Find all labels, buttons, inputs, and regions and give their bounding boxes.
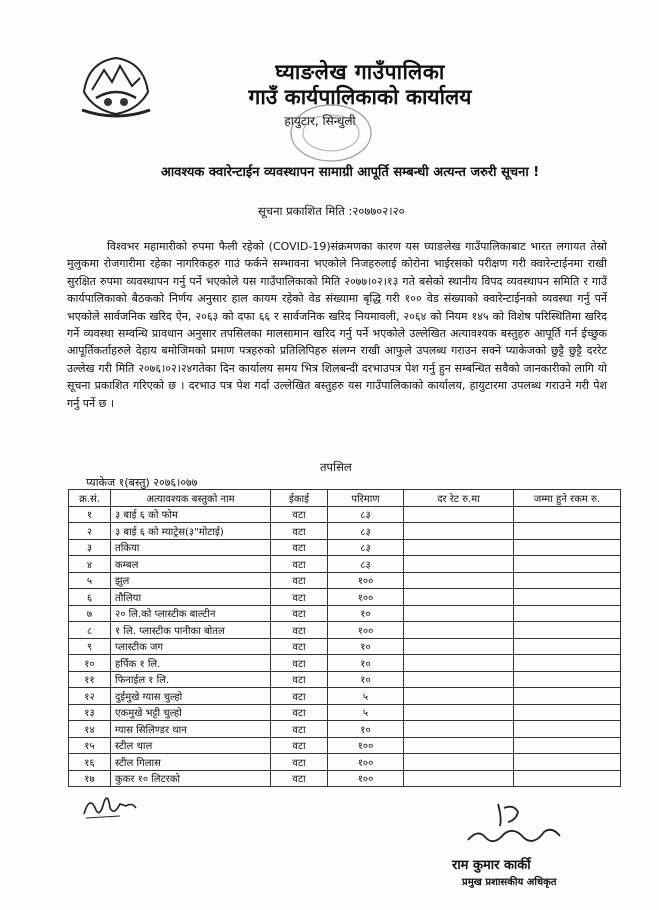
row-rate <box>404 523 514 540</box>
row-serial: ४ <box>69 556 111 573</box>
officer-title: प्रमुख प्रशासकीय अधिकृत <box>462 877 557 888</box>
row-serial: १ <box>69 506 111 523</box>
row-unit: वटा <box>271 539 328 556</box>
row-item-name: कम्बल <box>111 556 271 573</box>
table-row <box>69 572 621 589</box>
row-total <box>514 721 621 738</box>
row-total <box>514 638 621 655</box>
row-rate <box>404 572 514 589</box>
row-item-name: ग्यास सिलिण्डर थान <box>111 721 271 738</box>
row-serial: ६ <box>69 589 111 606</box>
row-serial: ९ <box>69 638 111 655</box>
row-item-name: स्टील गिलास <box>111 754 271 771</box>
row-rate <box>404 770 514 787</box>
row-item-name: स्टील थाल <box>111 737 271 754</box>
row-item-name: हर्पिक १ लि. <box>111 655 271 672</box>
row-rate <box>404 655 514 672</box>
row-quantity: १०० <box>328 754 404 771</box>
row-quantity: १० <box>328 671 404 688</box>
row-total <box>514 539 621 556</box>
row-rate <box>404 605 514 622</box>
row-item-name: १ लि. प्लास्टीक पानीका बोतल <box>111 622 271 639</box>
header-item-name: अत्यावश्यक बस्तुको नाम <box>111 490 271 507</box>
row-serial: १४ <box>69 721 111 738</box>
row-total <box>514 589 621 606</box>
row-serial: ५ <box>69 572 111 589</box>
row-serial: ८ <box>69 622 111 639</box>
row-item-name: तकिया <box>111 539 271 556</box>
table-row <box>69 539 621 556</box>
row-quantity: १०० <box>328 622 404 639</box>
handwritten-signature-icon <box>80 788 140 824</box>
row-unit: वटा <box>271 721 328 738</box>
row-item-name: एकमुखे भट्टी चुल्हो <box>111 704 271 721</box>
row-rate <box>404 539 514 556</box>
row-item-name: दुईमुखे ग्यास चुल्हो <box>111 688 271 705</box>
handwritten-signature-icon <box>458 800 568 856</box>
row-serial: १७ <box>69 770 111 787</box>
table-row <box>69 688 621 705</box>
table-row <box>69 770 621 787</box>
table-row <box>69 655 621 672</box>
row-quantity: १० <box>328 638 404 655</box>
row-quantity: ८३ <box>328 506 404 523</box>
row-rate <box>404 506 514 523</box>
row-item-name: झुल <box>111 572 271 589</box>
row-unit: वटा <box>271 506 328 523</box>
row-item-name: ३ बाई ६ को म्याट्रेस(३"मोटाई) <box>111 523 271 540</box>
row-quantity: १०० <box>328 770 404 787</box>
office-seal-icon <box>288 102 374 164</box>
row-unit: वटा <box>271 754 328 771</box>
row-rate <box>404 721 514 738</box>
row-total <box>514 605 621 622</box>
row-total <box>514 754 621 771</box>
row-item-name: प्लास्टीक जग <box>111 638 271 655</box>
row-serial: ११ <box>69 671 111 688</box>
row-quantity: ८३ <box>328 523 404 540</box>
row-item-name: तौलिया <box>111 589 271 606</box>
row-total <box>514 688 621 705</box>
table-row <box>69 605 621 622</box>
header-rate: दर रेट रु.मा <box>404 490 514 507</box>
row-quantity: १०० <box>328 737 404 754</box>
table-row <box>69 622 621 639</box>
row-quantity: १० <box>328 605 404 622</box>
row-unit: वटा <box>271 556 328 573</box>
header-serial: क्र.सं. <box>69 490 111 507</box>
row-rate <box>404 737 514 754</box>
office-name: गाउँ कार्यपालिकाको कार्यालय <box>248 85 472 109</box>
table-row <box>69 506 621 523</box>
row-serial: १६ <box>69 754 111 771</box>
schedule-heading: तपसिल <box>320 460 352 474</box>
row-rate <box>404 638 514 655</box>
header-quantity: परिमाण <box>328 490 404 507</box>
row-unit: वटा <box>271 688 328 705</box>
row-rate <box>404 556 514 573</box>
row-total <box>514 671 621 688</box>
items-table <box>68 489 621 787</box>
row-quantity: ५ <box>328 688 404 705</box>
officer-name: राम कुमार कार्की <box>452 858 531 873</box>
table-header-row <box>69 490 621 507</box>
header-total: जम्मा हुने रकम रु. <box>514 490 621 507</box>
row-unit: वटा <box>271 737 328 754</box>
municipality-name: घ्याङलेख गाउँपालिका <box>275 60 445 84</box>
row-total <box>514 572 621 589</box>
row-rate <box>404 754 514 771</box>
row-total <box>514 770 621 787</box>
row-unit: वटा <box>271 605 328 622</box>
office-address: हायुटार, सिन्धुली <box>284 114 356 128</box>
row-quantity: १० <box>328 655 404 672</box>
row-unit: वटा <box>271 655 328 672</box>
table-row <box>69 754 621 771</box>
package-label: प्याकेज १(बस्तु) २०७६।०७७ <box>86 476 198 489</box>
row-rate <box>404 589 514 606</box>
row-unit: वटा <box>271 704 328 721</box>
table-row <box>69 638 621 655</box>
table-row <box>69 523 621 540</box>
row-serial: १२ <box>69 688 111 705</box>
row-unit: वटा <box>271 638 328 655</box>
row-total <box>514 737 621 754</box>
table-row <box>69 704 621 721</box>
row-quantity: ८३ <box>328 556 404 573</box>
row-item-name: फिनाईल १ लि. <box>111 671 271 688</box>
row-total <box>514 622 621 639</box>
row-item-name: कुकर १० लिटरको <box>111 770 271 787</box>
row-total <box>514 556 621 573</box>
row-quantity: १० <box>328 721 404 738</box>
row-total <box>514 655 621 672</box>
nepal-emblem-icon <box>78 52 154 118</box>
row-rate <box>404 622 514 639</box>
row-unit: वटा <box>271 523 328 540</box>
row-serial: २ <box>69 523 111 540</box>
row-quantity: ५ <box>328 704 404 721</box>
row-total <box>514 506 621 523</box>
row-serial: १० <box>69 655 111 672</box>
row-serial: ७ <box>69 605 111 622</box>
table-row <box>69 556 621 573</box>
table-row <box>69 671 621 688</box>
row-serial: १५ <box>69 737 111 754</box>
notice-subject: आवश्यक क्वारेन्टाईन व्यवस्थापन सामाग्री आपूर्ति सम्बन्धी अत्यन्त जरुरी सूचना ! <box>160 165 540 180</box>
published-date: सूचना प्रकाशित मिति :२०७७०२।२० <box>258 204 405 218</box>
row-total <box>514 704 621 721</box>
row-quantity: ८३ <box>328 539 404 556</box>
header-unit: ईकाई <box>271 490 328 507</box>
row-serial: ३ <box>69 539 111 556</box>
table-row <box>69 721 621 738</box>
row-quantity: १०० <box>328 572 404 589</box>
row-unit: वटा <box>271 622 328 639</box>
row-unit: वटा <box>271 770 328 787</box>
row-rate <box>404 688 514 705</box>
row-unit: वटा <box>271 572 328 589</box>
row-rate <box>404 671 514 688</box>
table-row <box>69 589 621 606</box>
row-item-name: ३ बाई ६ को फोम <box>111 506 271 523</box>
row-total <box>514 523 621 540</box>
row-unit: वटा <box>271 589 328 606</box>
row-quantity: १०० <box>328 589 404 606</box>
row-rate <box>404 704 514 721</box>
row-unit: वटा <box>271 671 328 688</box>
row-item-name: २० लि.को प्लास्टीक बाल्टीन <box>111 605 271 622</box>
row-serial: १३ <box>69 704 111 721</box>
table-row <box>69 737 621 754</box>
notice-body: विश्वभर महामारीको रुपमा फैली रहेको (COVID-19)संक्रमणका कारण यस घ्याङलेख गाउँपालिकाबाट भारत लगायत तेस्रो मुलुकमा रोजगारीमा रहेका नागरिकहरु गाउं फर्कने सम्भावना भएकोले निजहरुलाई कोरोना भाईरसको परीक्षण गरी क्वारेन्टाईनमा राखी सुरक्षित रुपमा व्यवस्थापन गर्नु पर्ने भएकोले यस गाउँपालिकाको मिति २०७७।०२।१३ गते बसेको स्थानीय विपद व्यवस्थापन समिति र गाउँ कार्यपालिकाको बैठकको निर्णय अनुसार हाल कायम रहेको वेड संख्यामा बृद्धि गरी १०० वेड संख्याको क्वारेन्टाईनको व्यवस्था गर्नु पर्ने भएकोले सार्वजनिक खरिद ऐन, २०६३ को दफा ६६ र सार्वजनिक खरिद नियमावली, २०६४ को नियम १४५ को विशेष परिस्थितिमा खरिद गर्ने व्यवस्था सम्वन्धि प्रावधान अनुसार तपसिलका मालसामान खरिद गर्नु पर्ने भएकोले उल्लेखित अत्यावश्यक बस्तुहरु आपूर्ति गर्न ईच्छुक आपूर्तिकर्ताहरुले देहाय बमोजिमको प्रमाण पत्रहरुको प्रतिलिपिहरु संलग्न राखी आफुले उपलब्ध गराउन सक्ने प्याकेजको छुट्टै छुट्टै दररेट उल्लेख गरी मिति २०७६।०२।२४गतेका दिन कार्यालय समय भित्र शिलबन्दी दरभाउपत्र पेश गर्नु हुन सम्बन्धित सवैको जानकारीको लागि यो सूचना प्रकाशित गरिएको छ । दरभाउ पत्र पेश गर्दा उल्लेखित बस्तुहरु यस गाउँपालिकाको कार्यालय, हायुटारमा उपलब्ध गराउने गरी पेश गर्नु पर्ने छ । <box>67 240 607 410</box>
